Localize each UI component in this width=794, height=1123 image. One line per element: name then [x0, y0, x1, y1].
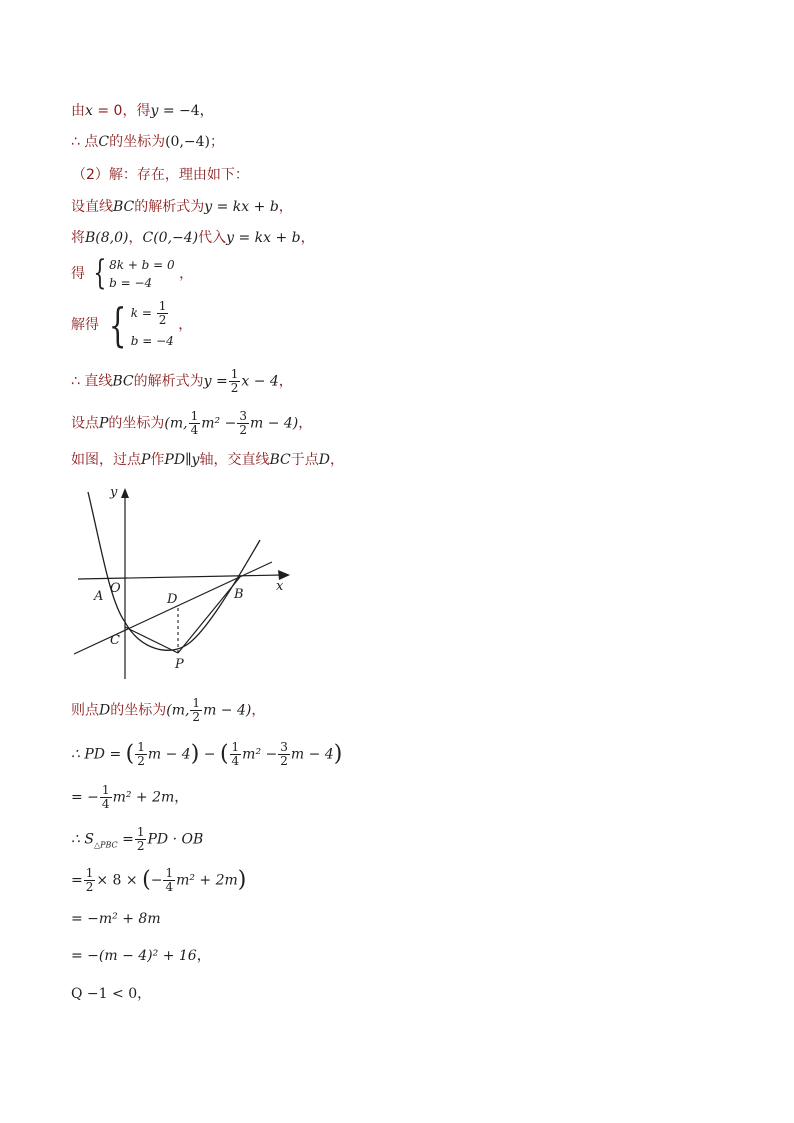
math-expr: m − 4) — [249, 415, 299, 432]
line-5 — [71, 229, 315, 247]
equation-row — [131, 300, 174, 327]
numerator: 1 — [101, 783, 110, 797]
numerator: 3 — [280, 740, 288, 754]
text: 轴，交直线 — [199, 452, 270, 468]
minus-sign: − — [150, 872, 163, 889]
segment-bp — [178, 577, 240, 653]
fraction — [190, 697, 202, 724]
line-6 — [71, 253, 194, 293]
math-var: D — [99, 702, 111, 719]
math-expr: × 8 × — [96, 872, 138, 889]
numerator: 1 — [165, 866, 174, 880]
text: = 0，得 — [92, 103, 151, 119]
numerator: 1 — [136, 825, 145, 839]
text: ， — [128, 230, 143, 246]
math-var: y — [191, 452, 200, 468]
label-y: y — [110, 485, 118, 500]
math-var: BC — [269, 452, 291, 468]
fraction — [84, 867, 96, 894]
denominator: 4 — [101, 797, 110, 811]
math-expr: (m, — [166, 702, 190, 719]
text: ， — [178, 317, 193, 333]
denominator: 2 — [137, 754, 145, 768]
fraction — [230, 741, 242, 768]
math-var: y — [150, 103, 159, 119]
label-p: P — [175, 657, 184, 672]
line-12 — [71, 741, 342, 768]
brace: { — [109, 298, 127, 352]
math-expr: m − 4) — [203, 702, 252, 719]
fraction — [189, 410, 201, 437]
text: ， — [179, 266, 194, 282]
math-expr: m² + 2m — [176, 872, 238, 889]
text: 代入 — [198, 230, 227, 246]
fraction — [278, 741, 290, 768]
label-b: B — [234, 587, 244, 602]
text: 的坐标为 — [110, 702, 167, 719]
text: 由 — [71, 103, 85, 119]
line-bc — [74, 562, 272, 654]
line-16 — [71, 910, 161, 928]
minus-sign: − — [203, 746, 216, 763]
fraction — [157, 300, 169, 327]
line-3 — [72, 166, 249, 184]
text: ， — [174, 789, 189, 806]
numerator: 3 — [239, 409, 247, 423]
line-11 — [71, 697, 265, 724]
denominator: 2 — [192, 710, 201, 724]
fraction — [100, 784, 112, 811]
math-var: BC — [113, 199, 135, 215]
math-expr: m² − — [201, 415, 237, 432]
denominator: 2 — [239, 423, 247, 437]
math-expr: Q −1 < 0 — [71, 986, 138, 1002]
text: ， — [251, 702, 266, 719]
line-13 — [71, 784, 188, 811]
denominator: 2 — [158, 313, 167, 327]
text: ， — [329, 452, 344, 468]
equation-row: b = −4 — [109, 276, 153, 290]
math-expr: m² + 2m — [112, 789, 175, 806]
line-15 — [71, 867, 246, 894]
fraction — [163, 867, 175, 894]
denominator: 4 — [231, 754, 240, 768]
text: ∴ 直线 — [71, 373, 113, 390]
math-expr: m² − — [242, 746, 278, 763]
label-d: D — [167, 592, 178, 607]
line-10 — [71, 451, 344, 469]
brace: { — [93, 253, 107, 293]
label-c: C — [110, 633, 120, 648]
line-8 — [71, 368, 293, 395]
fraction — [135, 741, 147, 768]
denominator: 2 — [136, 839, 145, 853]
math-expr: B(8,0) — [85, 230, 129, 246]
math-var: P — [141, 452, 151, 468]
text: 将 — [71, 230, 85, 246]
math-expr: ∴ PD = — [71, 746, 122, 763]
system-rows — [109, 256, 175, 292]
fraction — [135, 826, 147, 853]
math-expr: x − 4 — [241, 373, 279, 390]
label-o: O — [110, 581, 121, 596]
section-heading: （2）解：存在，理由如下： — [72, 167, 249, 183]
text: 得 — [71, 266, 85, 282]
paren-close: ) — [237, 867, 247, 893]
text: ； — [210, 134, 224, 150]
paren-close: ) — [190, 741, 200, 767]
numerator: 1 — [231, 740, 240, 754]
line-9 — [71, 410, 312, 437]
math-expr: = — [117, 831, 134, 848]
math-var: D — [318, 452, 330, 468]
text: 的坐标为 — [109, 134, 166, 150]
text: ， — [298, 415, 313, 432]
line-17 — [71, 947, 211, 965]
line-14 — [71, 826, 203, 854]
text: 作 — [150, 452, 165, 468]
math-var: PD — [164, 452, 186, 468]
label-x: x — [276, 579, 284, 594]
subscript: △PBC — [93, 840, 118, 850]
text: 的坐标为 — [108, 415, 165, 432]
numerator: 1 — [85, 866, 94, 880]
math-expr: k = — [130, 306, 152, 320]
math-expr: PD · OB — [147, 831, 204, 848]
text: ∴ 点 — [71, 134, 99, 150]
text: 的解析式为 — [133, 373, 204, 390]
math-expr: (m, — [164, 415, 188, 432]
text: ， — [278, 373, 293, 390]
text: ， — [196, 948, 211, 964]
denominator: 2 — [230, 381, 239, 395]
equation-row: 8k + b = 0 — [109, 258, 175, 272]
math-expr: ∴ S — [71, 831, 94, 848]
math-expr: m − 4 — [290, 746, 334, 763]
math-expr: = − — [71, 789, 99, 806]
math-expr: = — [71, 872, 83, 889]
line-1 — [71, 102, 214, 120]
label-a: A — [94, 589, 104, 604]
text: ， — [137, 986, 152, 1002]
numerator: 1 — [190, 409, 199, 423]
denominator: 2 — [280, 754, 288, 768]
math-expr: y = kx + b — [226, 230, 301, 246]
text: 设点 — [71, 415, 99, 432]
denominator: 4 — [190, 423, 199, 437]
math-var: BC — [112, 373, 134, 390]
parabola-figure — [70, 482, 310, 682]
math-var: C — [98, 134, 110, 150]
text: 如图，过点 — [71, 452, 141, 468]
fraction — [229, 368, 241, 395]
equation-system — [103, 300, 173, 350]
math-var: x — [85, 103, 93, 119]
math-expr: C(0,−4) — [142, 230, 199, 246]
text: 解得 — [71, 317, 99, 333]
line-2 — [71, 133, 224, 151]
math-expr: m − 4 — [147, 746, 191, 763]
segment-cp — [125, 627, 178, 653]
math-expr: (0,−4) — [165, 134, 210, 150]
numerator: 1 — [158, 299, 167, 313]
equation-system — [89, 253, 175, 293]
math-expr: = −4， — [158, 103, 214, 119]
text: 的解析式为 — [134, 199, 205, 215]
text: ， — [278, 199, 293, 215]
paren-open: ( — [219, 741, 229, 767]
numerator: 1 — [192, 696, 201, 710]
line-4 — [71, 198, 293, 216]
denominator: 2 — [85, 880, 94, 894]
numerator: 1 — [230, 367, 239, 381]
equation-row: b = −4 — [130, 334, 174, 348]
text: 设直线 — [71, 199, 113, 215]
paren-open: ( — [125, 741, 135, 767]
math-expr: = −(m − 4)² + 16 — [71, 948, 197, 964]
denominator: 4 — [165, 880, 174, 894]
text: 则点 — [71, 702, 99, 719]
text: 于点 — [290, 452, 319, 468]
line-18 — [71, 985, 151, 1003]
fraction — [237, 410, 249, 437]
text: ， — [300, 230, 315, 246]
y-axis-arrow — [121, 488, 129, 498]
line-7 — [71, 300, 192, 350]
paren-open: ( — [142, 867, 151, 893]
parallel-symbol: ∥ — [185, 452, 192, 468]
math-expr: = −m² + 8m — [71, 911, 161, 927]
system-rows — [131, 300, 174, 350]
numerator: 1 — [137, 740, 145, 754]
math-expr: y = kx + b — [204, 199, 279, 215]
math-var: P — [99, 415, 109, 432]
math-expr: y = — [203, 373, 228, 390]
paren-close: ) — [333, 741, 343, 767]
parabola — [88, 492, 260, 650]
